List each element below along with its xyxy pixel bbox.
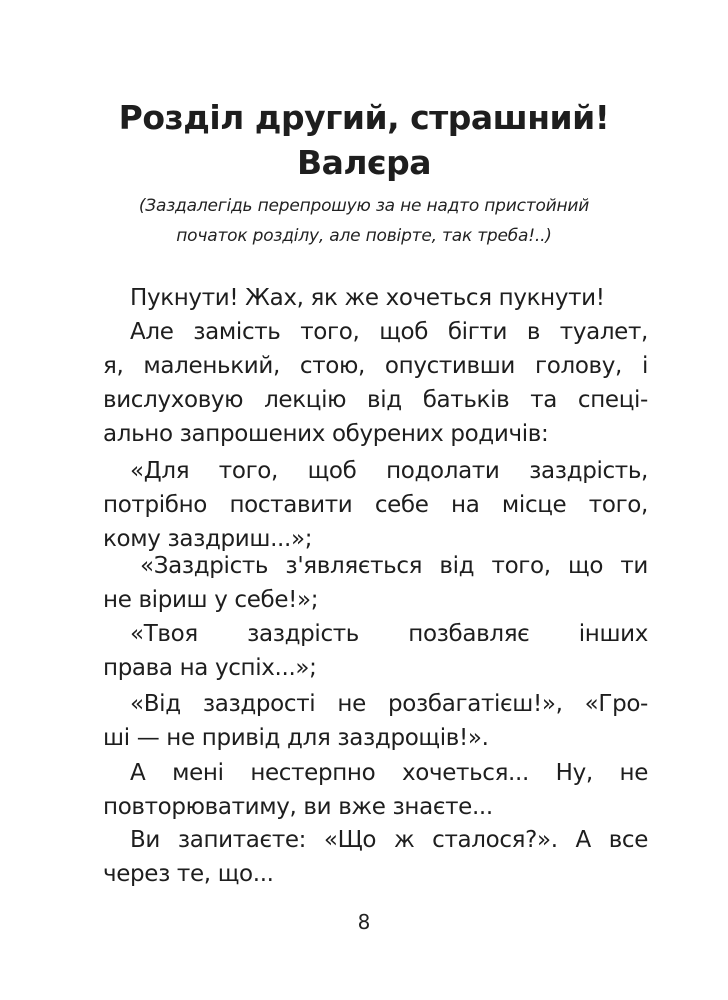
text-line: Але замість того, щоб бігти в туалет, [130, 319, 648, 345]
text-line: я, маленький, стою, опустивши голову, і [103, 353, 648, 379]
text-line: Ви запитаєте: «Що ж сталося?». А все [130, 827, 648, 853]
text-line: вислуховую лекцію від батьків та спеці- [103, 387, 648, 413]
chapter-title: Розділ другий, страшний! [118, 98, 610, 137]
text-line: «Для того, щоб подолати заздрість, [130, 458, 648, 484]
text-line: права на успіх...»; [103, 655, 317, 681]
epigraph-line: (Заздалегідь перепрошую за не надто пристойний [138, 196, 590, 216]
text-line: потрібно поставити себе на місце того, [103, 492, 648, 518]
text-line: А мені нестерпно хочеться... Ну, не [130, 760, 648, 786]
text-line: ші — не привід для заздрощів!». [103, 725, 489, 751]
epigraph-line: початок розділу, але повірте, так треба!..) [176, 226, 552, 246]
text-line: ально запрошених обурених родичів: [103, 421, 549, 447]
text-line: «Від заздрості не розбагатієш!», «Гро- [130, 691, 648, 717]
text-line: «Заздрість з'являється від того, що ти [140, 553, 648, 579]
chapter-subtitle: Валєра [296, 143, 432, 182]
page-number: 8 [357, 910, 371, 934]
text-line: «Твоя заздрість позбавляє інших [130, 621, 648, 647]
text-line: Пукнути! Жах, як же хочеться пукнути! [130, 285, 605, 311]
text-line: кому заздриш...»; [103, 526, 313, 552]
text-line: через те, що... [103, 861, 274, 887]
text-line: повторюватиму, ви вже знаєте... [103, 794, 493, 820]
text-line: не віриш у себе!»; [103, 587, 319, 613]
